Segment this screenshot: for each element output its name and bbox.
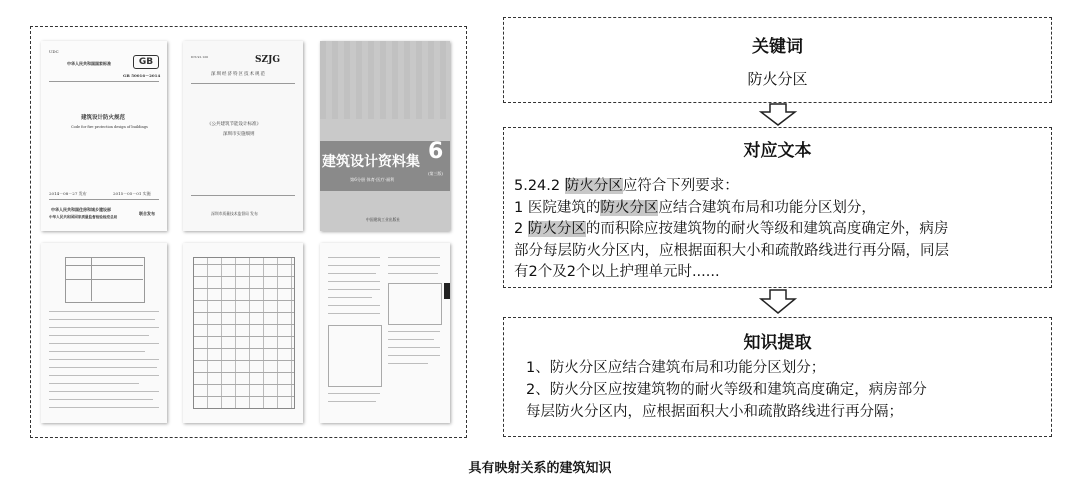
szjg-title: 《公共建筑节能设计标准》 bbox=[207, 122, 261, 127]
gb-standard-cover bbox=[41, 41, 167, 231]
text-segment: 5.24.2 bbox=[514, 178, 565, 194]
text-segment: 应结合建筑布局和功能分区划分， bbox=[658, 199, 876, 216]
text-segment: 的而积除应按建筑物的耐火等级和建筑高度确定外，病房 bbox=[585, 221, 949, 237]
source-text-panel bbox=[503, 127, 1052, 288]
source-text-body bbox=[514, 176, 949, 284]
spec-page-thumbnail-1 bbox=[41, 243, 167, 423]
szjg-subtitle: 深圳市实施细则 bbox=[223, 132, 255, 137]
gb-udc: UDC bbox=[49, 49, 59, 54]
source-text-line bbox=[514, 262, 949, 284]
source-text-line bbox=[514, 241, 949, 263]
gb-number: GB 50016－2014 bbox=[123, 73, 161, 78]
szjg-logo: SZJG bbox=[255, 55, 281, 65]
text-segment: 2 bbox=[514, 221, 528, 237]
text-segment: 应符合下列要求： bbox=[622, 178, 739, 194]
gb-issuer-1: 中华人民共和国住房和城乡建设部 bbox=[51, 207, 111, 212]
highlighted-keyword: 防火分区 bbox=[564, 178, 623, 194]
source-documents-panel bbox=[30, 26, 467, 438]
text-segment: 部分每层防火分区内，应根据面积大小和疏散路线进行再分隔，同层 bbox=[514, 242, 949, 259]
gb-subtitle: Code for fire protection design of buildings bbox=[71, 125, 148, 129]
keyword-panel-title: 关键词 bbox=[752, 37, 803, 57]
knowledge-extraction-panel bbox=[503, 317, 1052, 437]
gb-date-right: 2015－05－01 实施 bbox=[113, 191, 151, 196]
gb-logo: GB bbox=[133, 55, 159, 69]
figure-caption: 具有映射关系的建筑知识 bbox=[468, 461, 612, 476]
keyword-value: 防火分区 bbox=[747, 70, 808, 88]
szjg-standard-cover: ICS 91.120 SZJG 深圳经济特区技术规范 《公共建筑节能设计标准》 深圳市实施细则 深圳市质量技术监督局 发布 bbox=[183, 41, 303, 231]
szjg-org: 深圳经济特区技术规范 bbox=[211, 72, 266, 77]
highlighted-keyword: 防火分区 bbox=[527, 221, 586, 237]
gb-title: 建筑设计防火规范 bbox=[81, 115, 126, 121]
knowledge-line-3: 每层防火分区内，应根据面积大小和疏散路线进行再分隔； bbox=[526, 404, 903, 420]
data-book-volume: 6 bbox=[428, 139, 444, 164]
design-data-book-cover bbox=[320, 41, 450, 231]
gb-issuer-2: 中华人民共和国国家质量监督检验检疫总局 bbox=[49, 215, 118, 219]
gb-date-left: 2014－08－27 发布 bbox=[49, 191, 87, 196]
source-text-line bbox=[514, 198, 949, 220]
gb-joint: 联合发布 bbox=[139, 211, 155, 216]
data-book-edition: (第三版) bbox=[428, 171, 444, 176]
down-arrow-icon bbox=[756, 103, 800, 127]
keyword-panel bbox=[503, 17, 1052, 103]
source-text-panel-title: 对应文本 bbox=[743, 141, 812, 161]
knowledge-line-1: 1、防火分区应结合建筑布局和功能分区划分； bbox=[526, 360, 826, 376]
spec-page-thumbnail-2 bbox=[183, 243, 303, 423]
source-text-line bbox=[514, 176, 949, 198]
gb-org: 中华人民共和国国家标准 bbox=[67, 61, 111, 66]
highlighted-keyword: 防火分区 bbox=[600, 199, 659, 216]
data-book-publisher: 中国建筑工业出版社 bbox=[366, 217, 401, 222]
text-segment: 1 医院建筑的 bbox=[514, 199, 601, 216]
down-arrow-icon bbox=[756, 289, 800, 315]
text-segment: 有2个及2个以上护理单元时...... bbox=[514, 264, 720, 280]
knowledge-panel-title: 知识提取 bbox=[743, 333, 812, 353]
knowledge-line-2: 2、防火分区应按建筑物的耐火等级和建筑高度确定，病房部分 bbox=[526, 382, 927, 398]
data-book-subtitle: 第6分册 体育·医疗·福利 bbox=[350, 177, 395, 182]
spec-page-thumbnail-3 bbox=[320, 243, 450, 423]
data-book-title: 建筑设计资料集 bbox=[322, 154, 420, 170]
szjg-issuer: 深圳市质量技术监督局 发布 bbox=[211, 211, 258, 216]
source-text-line bbox=[514, 219, 949, 241]
